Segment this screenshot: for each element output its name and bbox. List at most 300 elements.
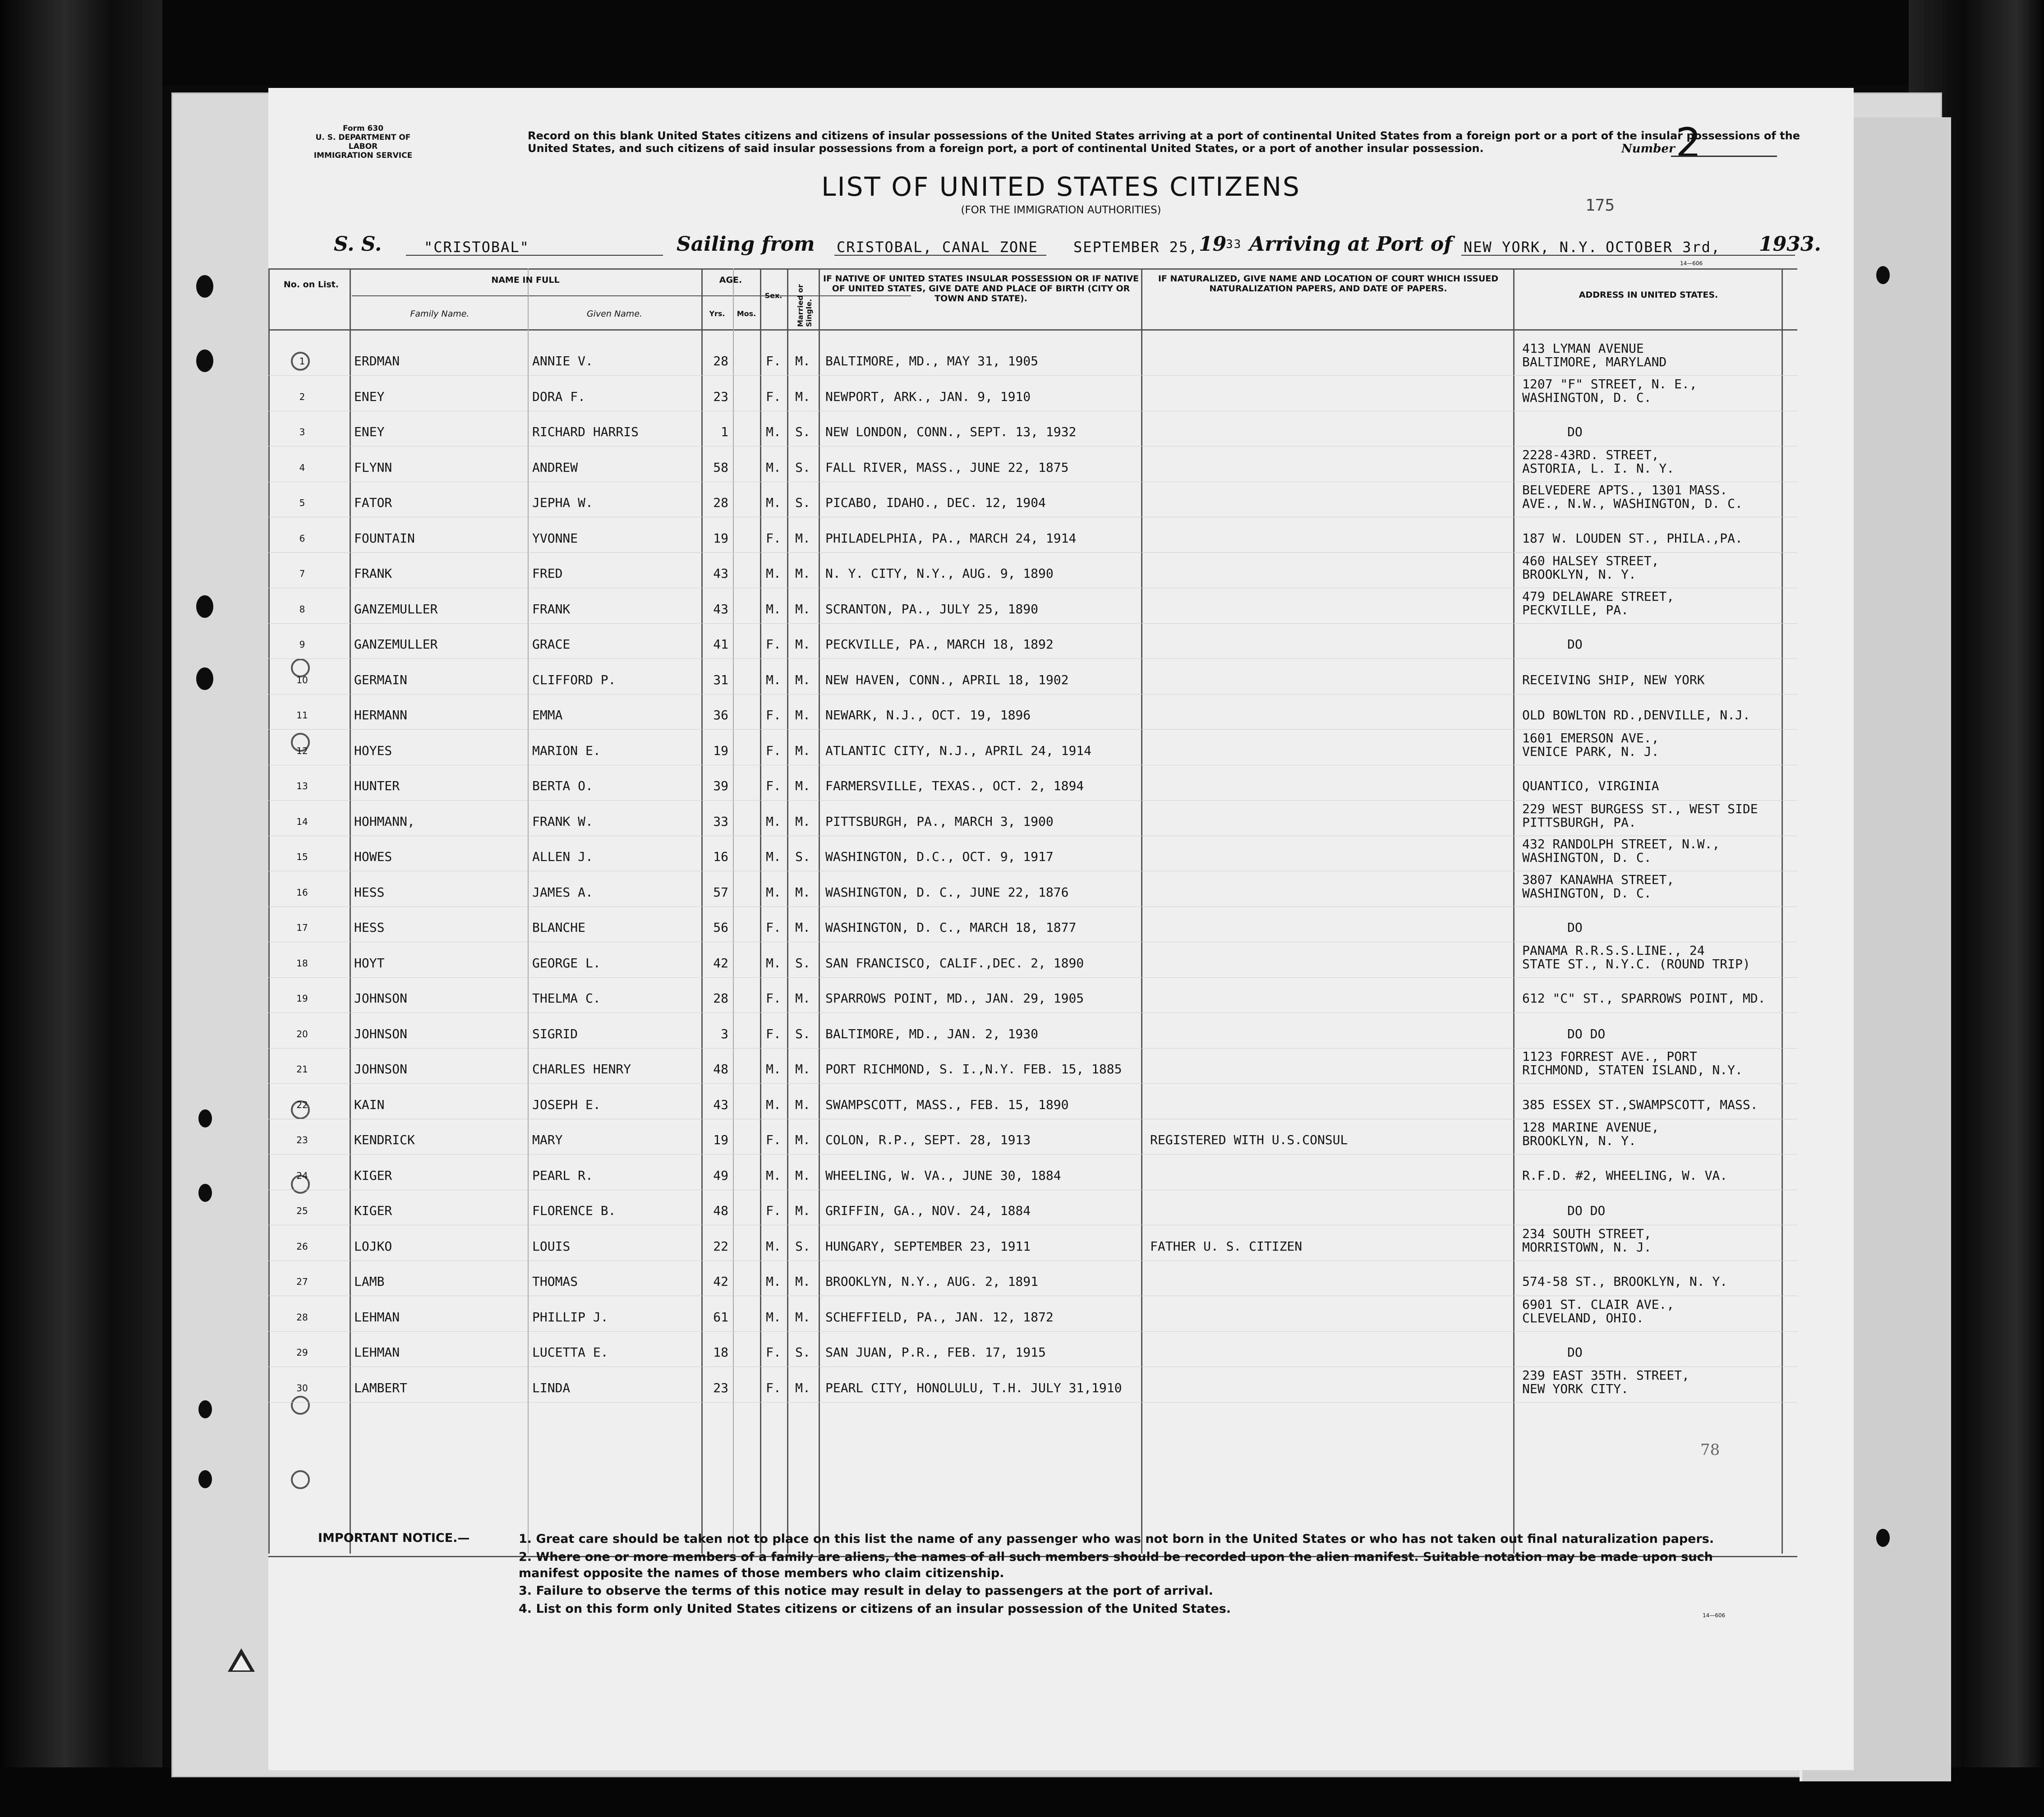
age-cell: 43 [713,601,728,616]
col-birth-header: IF NATIVE OF UNITED STATES INSULAR POSSESSION OR IF NATIVE OF UNITED STATES, GIVE DATE AND PLACE OF BIRTH (CITY OR TOWN AND STATE). [823,274,1139,304]
marital-status-cell: M. [795,601,810,616]
marital-status-cell: M. [795,672,810,687]
family-name-cell: LEHMAN [354,1345,400,1360]
binder-hole [1876,1529,1890,1547]
binder-hole [198,1470,212,1488]
birth-cell: WASHINGTON, D. C., JUNE 22, 1876 [825,884,1069,900]
number-label: Number [1621,142,1675,156]
marital-status-cell: M. [795,1168,810,1183]
family-name-cell: FRANK [354,566,392,581]
triangle-mark-inner [232,1655,250,1670]
binder-hole [196,350,213,372]
table-row [268,340,1797,376]
notice-4: 4. List on this form only United States citizens or citizens of an insular possession of the United States. [519,1602,1231,1616]
col-age-header: AGE. [719,275,742,285]
family-name-cell: JOHNSON [354,1026,408,1041]
birth-cell: SCRANTON, PA., JULY 25, 1890 [825,601,1039,616]
list-number-cell: 23 [296,1135,308,1145]
col-name-header: NAME IN FULL [491,275,560,285]
sex-cell: F. [766,1203,781,1218]
list-number-cell: 2 [299,391,305,402]
table-row [268,730,1797,765]
table-row [268,1226,1797,1261]
sex-cell: M. [766,1238,781,1254]
given-name-cell: FRANK W. [532,814,593,829]
col-sex-header: Sex. [764,291,783,300]
marital-status-cell: M. [795,566,810,581]
col-marital-header: Married or Single. [796,284,813,327]
sex-cell: M. [766,849,781,864]
sex-cell: M. [766,672,781,687]
list-number-cell: 21 [296,1064,308,1075]
underline [406,255,663,256]
birth-cell: SWAMPSCOTT, MASS., FEB. 15, 1890 [825,1097,1069,1112]
naturalization-cell: FATHER U. S. CITIZEN [1150,1238,1303,1254]
address-line-1-cell: OLD BOWLTON RD.,DENVILLE, N.J. [1522,708,1750,722]
table-row [268,801,1797,836]
family-name-cell: KIGER [354,1203,392,1218]
marital-status-cell: M. [795,354,810,368]
birth-cell: SAN FRANCISCO, CALIF.,DEC. 2, 1890 [825,955,1084,971]
birth-cell: FARMERSVILLE, TEXAS., OCT. 2, 1894 [825,778,1084,793]
sex-cell: F. [766,708,781,722]
age-cell: 48 [713,1062,728,1076]
age-cell: 48 [713,1203,728,1218]
family-name-cell: GANZEMULLER [354,601,438,616]
number-underline [1671,156,1777,157]
address-line-2-cell: NEW YORK CITY. [1522,1381,1629,1396]
family-name-cell: JOHNSON [354,991,408,1006]
marital-status-cell: M. [795,637,810,652]
given-name-cell: LUCETTA E. [532,1345,608,1360]
marital-status-cell: M. [795,1309,810,1325]
sex-cell: F. [766,1380,781,1395]
given-name-cell: JOSEPH E. [532,1097,601,1112]
age-cell: 19 [713,530,728,546]
given-name-cell: MARION E. [532,743,601,758]
col-address-header: ADDRESS IN UNITED STATES. [1579,290,1718,300]
family-name-cell: HUNTER [354,778,400,793]
page-subtitle: (FOR THE IMMIGRATION AUTHORITIES) [961,204,1161,216]
address-line-1-cell: RECEIVING SHIP, NEW YORK [1522,672,1705,687]
naturalization-cell: REGISTERED WITH U.S.CONSUL [1150,1132,1348,1147]
address-line-1-cell: 385 ESSEX ST.,SWAMPSCOTT, MASS. [1522,1097,1758,1112]
list-number-cell: 17 [296,922,308,933]
given-name-cell: FRANK [532,601,571,616]
table-row [268,1155,1797,1190]
birth-cell: SCHEFFIELD, PA., JAN. 12, 1872 [825,1309,1054,1325]
address-line-1-cell: 128 MARINE AVENUE, [1522,1120,1659,1135]
given-name-cell: ALLEN J. [532,849,593,864]
table-rule [268,329,1797,331]
marital-status-cell: M. [795,1274,810,1289]
table-row [268,943,1797,978]
given-name-cell: ANNIE V. [532,354,593,368]
age-cell: 31 [713,672,728,687]
arriving-label: Arriving at Port of [1249,233,1453,256]
family-name-cell: ENEY [354,424,385,439]
address-line-2-cell: BALTIMORE, MARYLAND [1522,354,1667,369]
given-name-cell: EMMA [532,708,563,722]
marital-status-cell: S. [795,1026,810,1041]
given-name-cell: THELMA C. [532,991,601,1006]
age-cell: 58 [713,460,728,475]
table-row [268,1049,1797,1084]
family-name-cell: KIGER [354,1168,392,1183]
binder-hole [198,1109,212,1127]
sex-cell: M. [766,1097,781,1112]
sex-cell: M. [766,601,781,616]
table-row [268,1190,1797,1225]
given-name-cell: GRACE [532,637,571,652]
birth-cell: BROOKLYN, N.Y., AUG. 2, 1891 [825,1274,1039,1289]
col-years-header: Yrs. [709,309,725,318]
marital-status-cell: S. [795,955,810,971]
list-number-cell: 5 [299,497,305,508]
given-name-cell: PHILLIP J. [532,1309,608,1325]
sailing-date: SEPTEMBER 25, [1073,239,1198,256]
list-number-cell: 6 [299,533,305,544]
table-row [268,836,1797,871]
family-name-cell: ERDMAN [354,354,400,368]
birth-cell: N. Y. CITY, N.Y., AUG. 9, 1890 [825,566,1054,581]
age-cell: 19 [713,1132,728,1147]
given-name-cell: BERTA O. [532,778,593,793]
age-cell: 41 [713,637,728,652]
list-number-cell: 22 [296,1099,308,1110]
table-row [268,659,1797,695]
notice-1: 1. Great care should be taken not to place on this list the name of any passenger who was not born in the United States or who has not taken out final naturalization papers. [519,1532,1714,1546]
voyage-line [334,229,1822,256]
birth-cell: PECKVILLE, PA., MARCH 18, 1892 [825,637,1054,652]
list-number-cell: 9 [299,639,305,650]
marital-status-cell: M. [795,814,810,829]
birth-cell: WASHINGTON, D.C., OCT. 9, 1917 [825,849,1054,864]
table-row [268,765,1797,800]
list-number-cell: 30 [296,1382,308,1394]
marital-status-cell: M. [795,1203,810,1218]
address-line-1-cell: 413 LYMAN AVENUE [1522,341,1644,356]
col-naturalization-header: IF NATURALIZED, GIVE NAME AND LOCATION OF COURT WHICH ISSUED NATURALIZATION PAPERS, AND DATE OF PAPERS. [1158,274,1499,294]
given-name-cell: RICHARD HARRIS [532,424,639,439]
given-name-cell: SIGRID [532,1026,578,1041]
page-mark: 78 [1700,1441,1720,1459]
given-name-cell: FLORENCE B. [532,1203,616,1218]
ss-label: S. S. [334,233,382,256]
sex-cell: M. [766,1309,781,1325]
address-line-2-cell: WASHINGTON, D. C. [1522,885,1652,901]
birth-cell: PITTSBURGH, PA., MARCH 3, 1900 [825,814,1054,829]
sex-cell: M. [766,1062,781,1076]
family-name-cell: FLYNN [354,460,392,475]
marital-status-cell: S. [795,1238,810,1254]
passenger-table [268,268,1854,1558]
binder-hole [196,667,213,690]
address-line-2-cell: CLEVELAND, OHIO. [1522,1310,1644,1325]
marital-status-cell: M. [795,743,810,758]
family-name-cell: LOJKO [354,1238,392,1254]
family-name-cell: HERMANN [354,708,408,722]
sex-cell: M. [766,884,781,900]
address-line-1-cell: 3807 KANAWHA STREET, [1522,872,1675,887]
list-number-cell: 11 [296,710,308,721]
address-ditto-cell: DO [1567,920,1583,935]
address-ditto-cell: DO [1567,1345,1583,1360]
address-line-1-cell: 1207 "F" STREET, N. E., [1522,376,1697,391]
age-cell: 49 [713,1168,728,1183]
given-name-cell: DORA F. [532,389,586,404]
given-name-cell: CHARLES HENRY [532,1062,631,1076]
family-name-cell: LAMB [354,1274,385,1289]
scan-border-top [0,0,2044,86]
form-number: Form 630 [342,124,384,133]
address-ditto-cell: DO [1567,424,1583,439]
given-name-cell: PEARL R. [532,1168,593,1183]
birth-cell: NEW LONDON, CONN., SEPT. 13, 1932 [825,424,1077,439]
sex-cell: M. [766,495,781,510]
list-number: 2 [1676,120,1702,167]
stamped-number: 175 [1585,196,1615,215]
given-name-cell: ANDREW [532,460,578,475]
table-row [268,553,1797,588]
age-cell: 19 [713,743,728,758]
birth-cell: BALTIMORE, MD., MAY 31, 1905 [825,354,1039,368]
address-line-1-cell: 574-58 ST., BROOKLYN, N. Y. [1522,1274,1728,1289]
age-cell: 43 [713,1097,728,1112]
list-number-cell: 28 [296,1311,308,1323]
birth-cell: SPARROWS POINT, MD., JAN. 29, 1905 [825,991,1084,1006]
table-row [268,907,1797,942]
sex-cell: F. [766,389,781,404]
age-cell: 28 [713,495,728,510]
marital-status-cell: M. [795,884,810,900]
address-line-2-cell: MORRISTOWN, N. J. [1522,1239,1652,1255]
sex-cell: F. [766,354,781,368]
notice-2: 2. Where one or more members of a family are aliens, the names of all such members should be recorded upon the alien manifest. Suitable notation may be made upon such manifest opposite the names of those members who claim citizenship. [519,1550,1713,1580]
sailing-from-label: Sailing from [677,233,815,256]
marital-status-cell: M. [795,920,810,935]
sex-cell: F. [766,1026,781,1041]
bottom-form-code: 14—606 [1703,1612,1726,1619]
marital-status-cell: S. [795,495,810,510]
family-name-cell: GANZEMULLER [354,637,438,652]
col-family-header: Family Name. [410,309,470,319]
address-line-1-cell: 1123 FORREST AVE., PORT [1522,1049,1697,1064]
list-number-cell: 12 [296,745,308,756]
notice-3: 3. Failure to observe the terms of this notice may result in delay to passengers at the port of arrival. [519,1584,1213,1598]
age-cell: 42 [713,1274,728,1289]
list-number-cell: 27 [296,1276,308,1287]
birth-cell: WASHINGTON, D. C., MARCH 18, 1877 [825,920,1077,935]
list-number-cell: 20 [296,1028,308,1040]
list-number-cell: 19 [296,993,308,1004]
address-line-1-cell: 460 HALSEY STREET, [1522,553,1659,568]
given-name-cell: CLIFFORD P. [532,672,616,687]
birth-cell: SAN JUAN, P.R., FEB. 17, 1915 [825,1345,1046,1360]
list-number-cell: 29 [296,1347,308,1358]
age-cell: 56 [713,920,728,935]
family-name-cell: LEHMAN [354,1309,400,1325]
address-line-2-cell: BROOKLYN, N. Y. [1522,567,1636,582]
marital-status-cell: S. [795,1345,810,1360]
family-name-cell: ENEY [354,389,385,404]
table-row [268,447,1797,482]
family-name-cell: HOYES [354,743,392,758]
table-row [268,1119,1797,1155]
address-line-1-cell: 239 EAST 35TH. STREET, [1522,1367,1690,1383]
form-identifier [309,124,417,160]
age-cell: 43 [713,566,728,581]
given-name-cell: BLANCHE [532,920,586,935]
birth-cell: HUNGARY, SEPTEMBER 23, 1911 [825,1238,1031,1254]
address-line-1-cell: 187 W. LOUDEN ST., PHILA.,PA. [1522,530,1743,546]
sex-cell: M. [766,566,781,581]
address-line-1-cell: 229 WEST BURGESS ST., WEST SIDE [1522,801,1758,816]
birth-cell: PORT RICHMOND, S. I.,N.Y. FEB. 15, 1885 [825,1062,1122,1076]
address-line-1-cell: 612 "C" ST., SPARROWS POINT, MD. [1522,991,1766,1006]
given-name-cell: MARY [532,1132,563,1147]
page-title: LIST OF UNITED STATES CITIZENS [821,171,1301,202]
list-number-cell: 8 [299,603,305,615]
given-name-cell: JAMES A. [532,884,593,900]
family-name-cell: LAMBERT [354,1380,408,1395]
sailing-year: 33 [1226,238,1242,251]
department-name: U. S. DEPARTMENT OF LABOR [315,133,411,151]
sex-cell: M. [766,460,781,475]
sex-cell: M. [766,424,781,439]
address-ditto-cell: DO [1567,637,1583,652]
birth-cell: COLON, R.P., SEPT. 28, 1913 [825,1132,1031,1147]
address-line-1-cell: 479 DELAWARE STREET, [1522,589,1675,604]
marital-status-cell: M. [795,708,810,722]
marital-status-cell: S. [795,849,810,864]
family-name-cell: FATOR [354,495,392,510]
birth-cell: PHILADELPHIA, PA., MARCH 24, 1914 [825,530,1077,546]
age-cell: 23 [713,389,728,404]
sex-cell: F. [766,1345,781,1360]
sex-cell: F. [766,637,781,652]
address-line-2-cell: PITTSBURGH, PA. [1522,814,1636,830]
address-ditto-cell: DO DO [1567,1203,1606,1218]
age-cell: 28 [713,354,728,368]
table-rule [268,268,1797,270]
given-name-cell: GEORGE L. [532,955,601,971]
scan-border-left [0,0,162,1817]
given-name-cell: LOUIS [532,1238,571,1254]
binder-hole [1876,266,1890,284]
address-line-1-cell: PANAMA R.R.S.S.LINE., 24 [1522,943,1705,958]
table-row [268,978,1797,1013]
sex-cell: F. [766,920,781,935]
age-cell: 23 [713,1380,728,1395]
sex-cell: M. [766,814,781,829]
arrival-port: NEW YORK, N.Y. [1464,239,1598,256]
family-name-cell: KAIN [354,1097,385,1112]
address-line-1-cell: 6901 ST. CLAIR AVE., [1522,1297,1675,1312]
binder-hole [196,275,213,298]
binder-hole [196,595,213,618]
marital-status-cell: S. [795,424,810,439]
table-row [268,482,1797,517]
arrival-date: OCTOBER 3rd, [1606,239,1721,256]
table-row [268,518,1797,553]
birth-cell: NEW HAVEN, CONN., APRIL 18, 1902 [825,672,1069,687]
birth-cell: FALL RIVER, MASS., JUNE 22, 1875 [825,460,1069,475]
marital-status-cell: M. [795,778,810,793]
col-months-header: Mos. [737,309,756,318]
binder-hole [198,1184,212,1202]
col-given-header: Given Name. [586,309,643,319]
row-rule [268,1402,1797,1403]
address-line-1-cell: 432 RANDOLPH STREET, N.W., [1522,837,1720,851]
sex-cell: F. [766,530,781,546]
address-line-1-cell: R.F.D. #2, WHEELING, W. VA. [1522,1168,1728,1183]
ship-name: "CRISTOBAL" [424,239,529,256]
given-name-cell: JEPHA W. [532,495,593,510]
sailing-port: CRISTOBAL, CANAL ZONE [837,239,1038,256]
age-cell: 1 [721,424,728,439]
table-row [268,411,1797,446]
marital-status-cell: S. [795,460,810,475]
marital-status-cell: M. [795,389,810,404]
birth-cell: ATLANTIC CITY, N.J., APRIL 24, 1914 [825,743,1092,758]
list-number-cell: 14 [296,816,308,827]
age-cell: 57 [713,884,728,900]
table-row [268,1332,1797,1367]
table-row [268,1084,1797,1119]
marital-status-cell: M. [795,1380,810,1395]
table-row [268,624,1797,659]
age-cell: 28 [713,991,728,1006]
form-code: 14—606 [1680,260,1703,267]
age-cell: 18 [713,1345,728,1360]
table-row [268,589,1797,624]
list-number-cell: 1 [299,356,305,367]
list-number-cell: 15 [296,851,308,862]
table-row [268,1367,1797,1403]
family-name-cell: HOYT [354,955,385,971]
address-line-2-cell: PECKVILLE, PA. [1522,602,1629,617]
marital-status-cell: M. [795,991,810,1006]
table-row [268,1297,1797,1332]
address-line-2-cell: BROOKLYN, N. Y. [1522,1133,1636,1148]
age-cell: 42 [713,955,728,971]
year-prefix: 19 [1199,233,1227,256]
underline [834,255,1046,256]
sex-cell: F. [766,743,781,758]
citizen-list-form [268,88,1854,1770]
list-number-cell: 13 [296,781,308,791]
age-cell: 36 [713,708,728,722]
family-name-cell: FOUNTAIN [354,530,415,546]
list-number-cell: 24 [296,1170,308,1181]
address-line-2-cell: RICHMOND, STATEN ISLAND, N.Y. [1522,1063,1743,1077]
address-line-1-cell: 234 SOUTH STREET, [1522,1226,1652,1241]
address-line-1-cell: QUANTICO, VIRGINIA [1522,778,1659,793]
table-row [268,376,1797,411]
address-line-1-cell: BELVEDERE APTS., 1301 MASS. [1522,483,1728,497]
binder-hole [198,1400,212,1418]
family-name-cell: HOWES [354,849,392,864]
notice-title: IMPORTANT NOTICE.— [318,1531,470,1545]
marital-status-cell: M. [795,530,810,546]
sex-cell: F. [766,991,781,1006]
given-name-cell: LINDA [532,1380,571,1395]
address-line-2-cell: AVE., N.W., WASHINGTON, D. C. [1522,496,1743,511]
family-name-cell: JOHNSON [354,1062,408,1076]
family-name-cell: HOHMANN, [354,814,415,829]
record-instructions: Record on this blank United States citizens and citizens of insular possessions of the United States arriving at a port of continental United States from a foreign port or a port of the insular possessions of the United States, and such citizens of said insular possessions from a foreign port, a port of continental United States, or a port of another insular possession. [528,129,1800,155]
